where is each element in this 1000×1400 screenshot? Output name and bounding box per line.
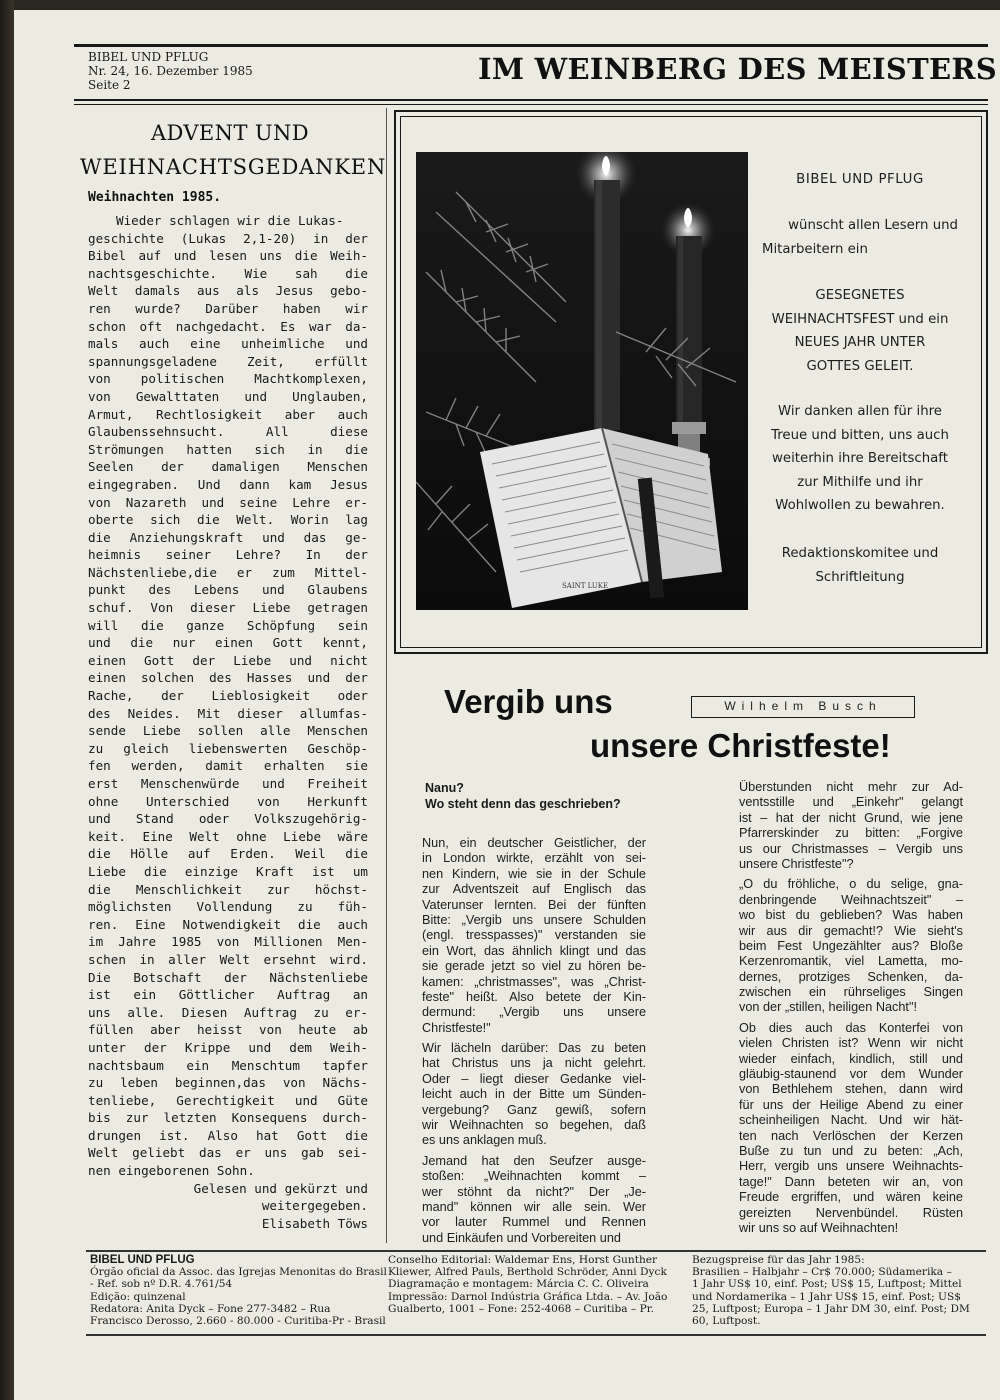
candles-bible-pine-image <box>416 152 748 610</box>
advent-text-line: die Anziehungskraft und das ge- <box>88 529 368 545</box>
busch-text-line: Vaterunser lernten. Bei der fünften <box>422 897 646 912</box>
busch-text-line: „O du fröhliche, o du selige, gna- <box>739 877 963 892</box>
busch-text-line: und Einkäufen und Vorbereiten und <box>422 1230 621 1245</box>
masthead-page-number: Seite 2 <box>88 78 131 92</box>
greeting-intro-line1: wünscht allen Lesern und <box>788 218 958 233</box>
busch-text-line: tage!" Dann beteten wir an, von <box>739 1174 963 1189</box>
advent-text-line: schuf. Von dieser Liebe getragen <box>88 600 368 616</box>
advent-text-line: spannungsgeladene Zeit, erfüllt <box>88 353 368 369</box>
busch-text-line: ventsstille und „Einkehr" gelangt <box>739 795 963 810</box>
busch-text-line: Jemand hat den Seufzer ausge- <box>422 1153 646 1168</box>
imprint-publisher <box>90 1254 387 1327</box>
header-rule-thin <box>74 104 988 105</box>
imprint-line: BIBEL UND PFLUG <box>90 1254 195 1266</box>
advent-text-line: sende Liebe sollen alle Menschen <box>88 723 368 739</box>
busch-text-line: kamen: „christmasses", was „Christ- <box>422 974 646 989</box>
advent-article-body <box>88 212 368 1232</box>
greeting-signature <box>762 542 958 589</box>
greeting-thanks-line2: Treue und bitten, uns auch <box>771 427 949 443</box>
busch-text-line: Bitte: „Vergib uns unsere Schulden <box>422 912 646 927</box>
busch-text-line: von Bethlehem stehen, dann wird <box>739 1082 963 1097</box>
advent-text-line: einen solchen des Hasses und der <box>88 670 368 686</box>
busch-text-line: Freude ergriffen, und wären keine <box>739 1190 963 1205</box>
busch-text-line: Pfarrerskinder zu bitten: „Forgive <box>739 826 963 841</box>
imprint-editorial <box>388 1254 667 1315</box>
imprint-line: Redatora: Anita Dyck – Fone 277-3482 – Rua <box>90 1302 331 1315</box>
busch-text-line: wir aus dir gemacht!? Wie sieht's <box>739 923 963 938</box>
advent-headline-line1: ADVENT UND <box>150 121 310 145</box>
greeting-wishes <box>762 284 958 378</box>
greeting-thanks-line3: weiterhin ihre Bereitschaft <box>772 451 948 466</box>
advent-text-line: uns alle. Diesen Auftrag zu er- <box>88 1004 368 1020</box>
busch-text-line: vielen Christen ist? Wenn wir nicht <box>739 1036 963 1051</box>
busch-author-box: Wilhelm Busch <box>691 696 915 718</box>
busch-text-line: feste" heißt. Also betete der Kin- <box>422 989 646 1004</box>
advent-text-line: Nächstenliebe,die er zum Mittel- <box>88 564 368 580</box>
advent-text-line: Liebe die einzige Kraft ist um <box>88 863 368 879</box>
busch-text-line: zwischen ein rührseliges Singen <box>739 985 963 1000</box>
header-rule-thick <box>74 99 988 101</box>
advent-text-line: will die ganze Schöpfung sein <box>88 617 368 633</box>
christmas-photo <box>416 152 748 610</box>
greeting-paper-name <box>762 168 958 192</box>
imprint-line: 25, Luftpost; Europa – 1 Jahr DM 30, einf. Post; DM <box>692 1302 970 1315</box>
busch-text-line: Oder – liegt dieser Gedanke viel- <box>422 1071 646 1086</box>
busch-text-line: Ob dies auch das Konterfei von <box>739 1020 963 1035</box>
busch-text-line: dernes, protziges Schenken, da- <box>739 969 963 984</box>
advent-text-line: zu gleich liebenswerten Geschöp- <box>88 740 368 756</box>
busch-text-line: Überstunden nicht mehr zur Ad- <box>739 780 963 794</box>
busch-text-line: ein Wort, das ähnlich klingt und das <box>422 943 646 958</box>
advent-text-line: unter der Krippe und dem Weih- <box>88 1039 368 1055</box>
advent-text-line: die Menschlichkeit zur höchst- <box>88 881 368 897</box>
greeting-thanks-line5: Wohlwollen zu bewahren. <box>775 498 945 513</box>
advent-text-line: Seelen der damaligen Menschen <box>88 459 368 475</box>
advent-text-line: Welt damals aus als Jesus gebo- <box>88 283 368 299</box>
greeting-intro <box>762 214 958 261</box>
advent-text-line: heimnis seiner Lehre? In der <box>88 547 368 563</box>
greeting-thanks-line4: zur Mithilfe und ihr <box>797 474 923 490</box>
busch-text-line: in London wirkte, erzählt von sei- <box>422 851 646 866</box>
advent-text-line: schon oft nachgedacht. Es war da- <box>88 318 368 334</box>
page-binding-shadow <box>0 0 14 1400</box>
advent-text-line: von Nazareth und seine Lehre er- <box>88 494 368 510</box>
advent-dateline: Weihnachten 1985. <box>88 190 222 205</box>
busch-headline-line2: unsere Christfeste! <box>590 727 891 764</box>
busch-text-line: vor lauter Rummel und Rennen <box>422 1215 646 1230</box>
advent-text-line: möglichsten Vollendung zu füh- <box>88 899 368 915</box>
busch-text-line: scheinheiligen Nacht. Und wir hät- <box>739 1113 963 1128</box>
advent-text-line: ren. Eine Notwendigkeit die auch <box>88 916 368 932</box>
busch-text-line: us our Christmasses – Vergib uns <box>739 841 963 856</box>
imprint-line: Kliewer, Alfred Pauls, Berthold Schröder, Anni Dyck <box>388 1266 667 1279</box>
advent-text-line: zu leben beginnen,das von Nächs- <box>88 1075 368 1091</box>
busch-text-line: wo bist du geblieben? Was haben <box>739 908 963 923</box>
imprint-line: Francisco Derosso, 2.660 - 80.000 - Curitiba-Pr - Brasil <box>90 1315 386 1328</box>
advent-author: Elisabeth Töws <box>261 1215 368 1231</box>
bible-caption-text: SAINT LUKE <box>562 582 609 590</box>
busch-text-line: wer stöhnt da nicht?" Der „Je- <box>422 1184 646 1199</box>
imprint-line: und Nordamerika – 1 Jahr US$ 15, einf. Post; US$ <box>692 1290 961 1303</box>
greeting-thanks-line1: Wir danken allen für ihre <box>778 404 942 419</box>
advent-closing-line1: Gelesen und gekürzt und <box>193 1180 368 1196</box>
busch-text-line: wir uns so auf Weihnachten! <box>739 1220 899 1235</box>
imprint-line: Conselho Editorial: Waldemar Ens, Horst Gunther <box>388 1254 658 1266</box>
greeting-wish-line3: NEUES JAHR UNTER <box>794 335 926 350</box>
advent-text-line: Armut, Rechtlosigkeit aber auch <box>88 406 368 422</box>
busch-text-line: beim Fest Ungezählter aus? Bloße <box>739 938 963 953</box>
advent-text-line: Welt geliebt das er uns gab sei- <box>88 1145 368 1161</box>
busch-text-line: zur Adventszeit auf Englisch das <box>422 882 646 897</box>
advent-headline <box>80 116 387 184</box>
imprint-line: Impressão: Darnol Indústria Gráfica Ltda. – Av. João <box>388 1290 668 1303</box>
imprint-line: Bezugspreise für das Jahr 1985: <box>692 1254 865 1266</box>
masthead-paper-name: BIBEL UND PFLUG <box>88 50 209 64</box>
advent-text-line: Strömungen hatten sich in die <box>88 441 368 457</box>
advent-text-line: punkt des Lebens und Glaubens <box>88 582 368 598</box>
greeting-intro-line2: Mitarbeitern ein <box>762 241 868 257</box>
advent-text-line: Bibel auf und lesen uns die Weih- <box>88 248 368 264</box>
advent-text-line: die Hölle auf Erden. Weil die <box>88 846 368 862</box>
busch-text-line: dermund: „Vergib uns unsere <box>422 1005 646 1020</box>
advent-text-line: erst Menschenwürde und Freiheit <box>88 776 368 791</box>
busch-text-line: Buße zu tun und zu beten: „Ach, <box>739 1143 963 1158</box>
busch-lead <box>425 780 621 812</box>
imprint-subscription <box>692 1254 970 1327</box>
imprint-line: - Ref. sob nº D.R. 4.761/54 <box>90 1278 233 1291</box>
busch-text-line: Wir lächeln darüber: Das zu beten <box>422 1041 646 1056</box>
busch-column-2 <box>739 780 963 1236</box>
advent-text-line: fen werden, damit erhalten sie <box>88 758 368 774</box>
busch-text-line: von der „stillen, heiligen Nacht"! <box>739 1000 917 1015</box>
greeting-thanks <box>762 400 958 518</box>
advent-text-line: mals auch eine unheimliche und <box>88 336 368 352</box>
imprint-line: Diagramação e montagem: Márcia C. C. Oliveira <box>388 1278 649 1291</box>
advent-text-line: oberte sich die Welt. Worin lag <box>88 512 368 528</box>
busch-lead-line1: Nanu? <box>425 781 464 795</box>
advent-text-line: von Gewalttaten und Unglauben, <box>88 388 368 404</box>
advent-text-line: von politischen Machtkomplexen, <box>88 371 368 387</box>
advent-text-line: ist ein Göttlicher Auftrag an <box>88 987 368 1003</box>
advent-headline-line2: WEIHNACHTSGEDANKEN <box>80 155 387 179</box>
busch-text-line: Christfeste!" <box>422 1020 491 1035</box>
advent-text-line: und Stand oder Volkszugehörig- <box>88 811 368 827</box>
advent-text-line: füllen aber heisst von heute ab <box>88 1022 368 1038</box>
column-divider <box>386 108 387 1243</box>
advent-text-line: keit. Eine Welt ohne Liebe wäre <box>88 828 368 844</box>
imprint-line: 1 Jahr US$ 10, einf. Post; US$ 15, Luftpost; Mittel <box>692 1278 962 1291</box>
imprint-line: Órgão oficial da Assoc. das Igrejas Menonitas do Brasil <box>90 1266 387 1279</box>
top-rule <box>74 44 988 47</box>
busch-text-line: Herr, vergib uns unsere Weihnachts- <box>739 1159 963 1174</box>
busch-text-line: sie gerade jetzt so viel zu hören be- <box>422 959 646 974</box>
greeting-sign-line2: Schriftleitung <box>815 569 905 585</box>
advent-text-line: nachtsbaum ein Menschtum tapfer <box>88 1057 368 1073</box>
busch-text-line: unsere Christfeste"? <box>739 856 854 871</box>
advent-text-line: eingegraben. Und dann kam Jesus <box>88 476 368 492</box>
busch-text-line: gläubig-staunend vor dem Wunder <box>739 1067 963 1082</box>
busch-text-line: es uns anklagen muß. <box>422 1133 547 1148</box>
busch-text-line: für uns der Heilige Abend zu einer <box>739 1097 963 1112</box>
busch-text-line: wir Weihnachten so begehen, daß <box>422 1118 646 1133</box>
busch-headline-line1: Vergib uns <box>444 683 613 720</box>
section-title: IM WEINBERG DES MEISTERS <box>478 52 998 86</box>
busch-column-1 <box>422 836 646 1246</box>
advent-text-line: Wieder schlagen wir die Lukas- <box>116 213 344 228</box>
advent-text-line: ohne Unterschied von Herkunft <box>88 793 368 809</box>
greeting-paper-label: BIBEL UND PFLUG <box>796 172 924 187</box>
imprint-line: 60, Luftpost. <box>692 1315 761 1328</box>
advent-text-line: Die Botschaft der Nächstenliebe <box>88 969 368 985</box>
advent-text-line: im Jahre 1985 von Millionen Men- <box>88 934 368 950</box>
busch-text-line: stoßen: „Weihnachten kommt – <box>422 1169 646 1184</box>
advent-text-line: nen eingeborenen Sohn. <box>88 1163 255 1179</box>
advent-text-line: tenliebe, Gerechtigkeit und Güte <box>88 1092 368 1108</box>
busch-text-line: ten nach Verlöschen der Kerzen <box>739 1128 963 1143</box>
advent-text-line: bis zur letzten Konsequens durch- <box>88 1110 368 1126</box>
advent-text-line: ren wurde? Darüber haben wir <box>88 300 368 316</box>
advent-closing-line2: weitergegeben. <box>261 1198 368 1214</box>
busch-text-line: ist – hat der nicht Grund, wie jene <box>739 810 963 825</box>
busch-text-line: leicht auch in der Bitte um Sünden- <box>422 1087 646 1102</box>
imprint-line: Gualberto, 1001 – Fone: 252-4068 – Curitiba – Pr. <box>388 1302 654 1315</box>
imprint-line: Brasilien – Halbjahr – Cr$ 70.000; Südamerika – <box>692 1266 952 1279</box>
advent-text-line: drungen ist. Also hat Gott die <box>88 1127 368 1143</box>
masthead-issue: Nr. 24, 16. Dezember 1985 <box>88 64 253 78</box>
busch-text-line: (engl. tresspasses)" verstanden sie <box>422 928 646 943</box>
busch-text-line: nen Kindern, wie sie in der Schule <box>422 866 646 881</box>
busch-text-line: wieder einfach, kindlich, still und <box>739 1051 963 1066</box>
busch-text-line: hat Christus uns ja nicht gelehrt. <box>422 1056 646 1071</box>
advent-text-line: Rache, der Lieblosigkeit oder <box>88 688 368 704</box>
advent-text-line: und die nur einen Gott kennt, <box>88 635 368 651</box>
advent-text-line: Glaubenssehnsucht. All diese <box>88 424 368 440</box>
busch-text-line: vergebung? Ganz gewiß, sofern <box>422 1102 646 1117</box>
advent-text-line: schen in aller Welt ersehnt wird. <box>88 951 368 967</box>
greeting-sign-line1: Redaktionskomitee und <box>781 546 939 561</box>
advent-text-line: geschichte (Lukas 2,1-20) in der <box>88 230 368 246</box>
masthead-info <box>88 50 253 92</box>
busch-lead-line2: Wo steht denn das geschrieben? <box>425 797 621 811</box>
busch-text-line: gereizten Nervenbündel. Rüsten <box>739 1205 963 1220</box>
advent-text-line: nachtsgeschichte. Wie sah die <box>88 265 368 281</box>
busch-text-line: Nun, ein deutscher Geistlicher, der <box>422 836 646 850</box>
advent-text-line: einen Gott der Liebe und nicht <box>88 652 368 668</box>
greeting-wish-line1: GESEGNETES <box>815 288 905 303</box>
busch-text-line: denbringende Weihnachtszeit" – <box>739 892 963 907</box>
greeting-wish-line2: WEIHNACHTSFEST und ein <box>771 311 949 327</box>
busch-text-line: mand" können wir alle sein. Wer <box>422 1199 646 1214</box>
greeting-wish-line4: GOTTES GELEIT. <box>806 358 914 374</box>
advent-text-line: des Neides. Mit dieser allumfas- <box>88 705 368 721</box>
busch-text-line: Kerzenromantik, viel Lametta, mo- <box>739 954 963 969</box>
imprint-line: Edição: quinzenal <box>90 1290 186 1303</box>
